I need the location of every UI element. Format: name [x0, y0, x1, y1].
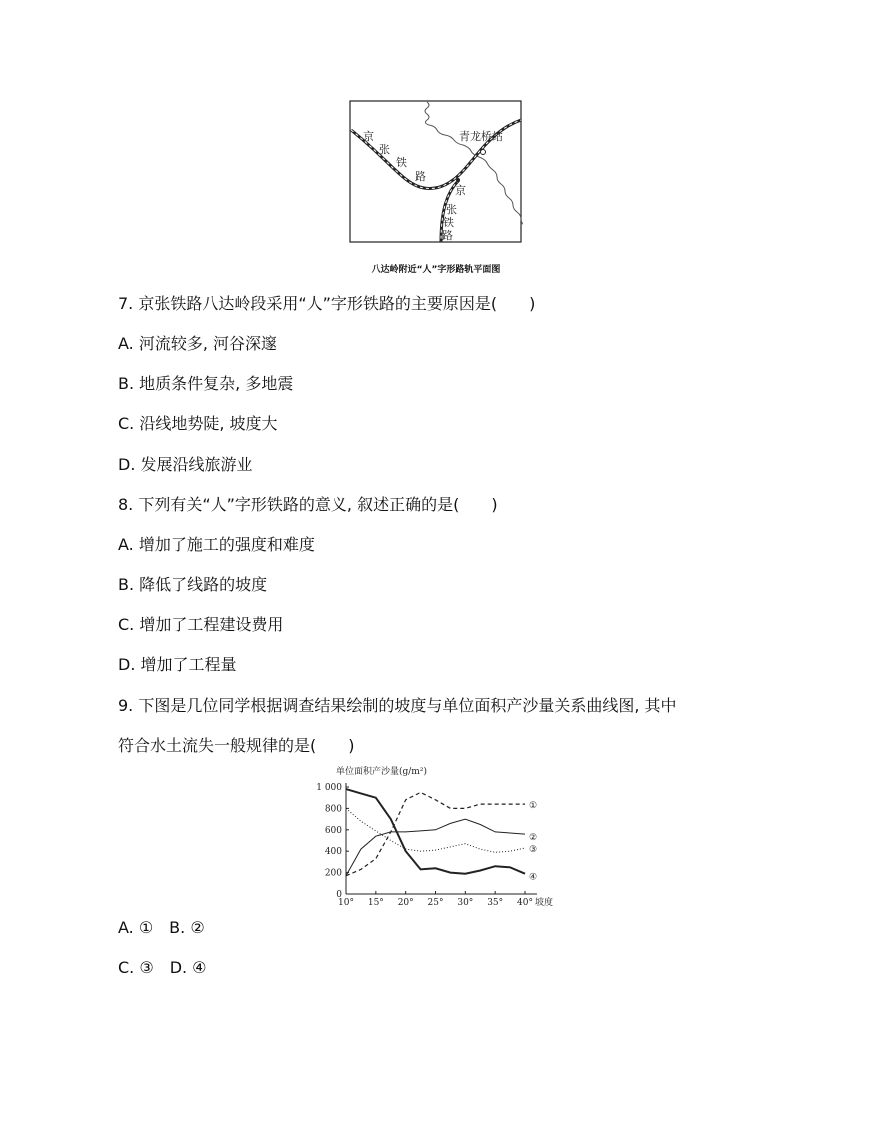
x-axis-label: 坡度 — [535, 898, 554, 906]
x-tick-label: 20° — [397, 898, 414, 906]
y-tick-label: 0 — [336, 890, 342, 900]
question-7-stem: 7. 京张铁路八达岭段采用“人”字形铁路的主要原因是( ) — [118, 294, 536, 313]
x-tick-label: 40° — [517, 898, 533, 906]
left-line-char-1: 京 — [363, 130, 374, 143]
question-9-options-line1: A. ① B. ② — [118, 918, 205, 937]
question-7-option-a: A. 河流较多, 河谷深邃 — [118, 334, 278, 353]
x-tick-label: 35° — [487, 898, 504, 906]
right-line-char-1: 京 — [455, 184, 466, 197]
question-9-options-line2: C. ③ D. ④ — [118, 958, 207, 977]
series-line-3 — [346, 808, 525, 852]
x-tick-label: 25° — [427, 898, 444, 906]
question-7-option-b: B. 地质条件复杂, 多地震 — [118, 374, 294, 393]
left-line-char-4: 路 — [415, 170, 426, 183]
question-8-option-b: B. 降低了线路的坡度 — [118, 575, 268, 594]
y-tick-label: 1 000 — [316, 783, 342, 793]
left-line-char-2: 张 — [379, 143, 390, 156]
y-axis-label: 单位面积产沙量(g/m²) — [336, 767, 427, 777]
question-9-stem-line2: 符合水土流失一般规律的是( ) — [118, 736, 355, 755]
y-tick-label: 200 — [324, 868, 342, 879]
right-line-char-4: 路 — [442, 229, 453, 242]
y-tick-label: 800 — [324, 804, 342, 815]
question-8-stem: 8. 下列有关“人”字形铁路的意义, 叙述正确的是( ) — [118, 495, 498, 514]
series-label-2: ② — [529, 833, 538, 844]
series-label-4: ④ — [529, 872, 538, 883]
x-tick-label: 10° — [338, 898, 354, 906]
y-tick-label: 600 — [324, 825, 342, 836]
right-line-char-2: 张 — [446, 203, 457, 216]
question-8-option-d: D. 增加了工程量 — [118, 655, 237, 674]
junction-marker — [456, 178, 460, 182]
right-line-char-3: 铁 — [443, 216, 454, 229]
railway-map — [349, 100, 523, 245]
series-label-3: ③ — [529, 844, 538, 855]
sediment-chart — [300, 764, 570, 906]
left-line-char-3: 铁 — [396, 156, 407, 169]
x-tick-label: 30° — [457, 898, 474, 906]
question-8-option-a: A. 增加了施工的强度和难度 — [118, 535, 315, 554]
station-marker — [481, 150, 486, 155]
series-line-1 — [346, 792, 525, 875]
map-caption: 八达岭附近“人”字形路轨平面图 — [371, 265, 501, 275]
station-name: 青龙桥站 — [459, 130, 503, 143]
question-9-stem-line1: 9. 下图是几位同学根据调查结果绘制的坡度与单位面积产沙量关系曲线图, 其中 — [118, 696, 677, 715]
question-8-option-c: C. 增加了工程建设费用 — [118, 615, 284, 634]
question-7-option-c: C. 沿线地势陡, 坡度大 — [118, 414, 278, 433]
x-tick-label: 15° — [367, 898, 384, 906]
series-label-1: ① — [529, 801, 538, 812]
y-tick-label: 400 — [324, 847, 342, 858]
question-7-option-d: D. 发展沿线旅游业 — [118, 455, 253, 474]
